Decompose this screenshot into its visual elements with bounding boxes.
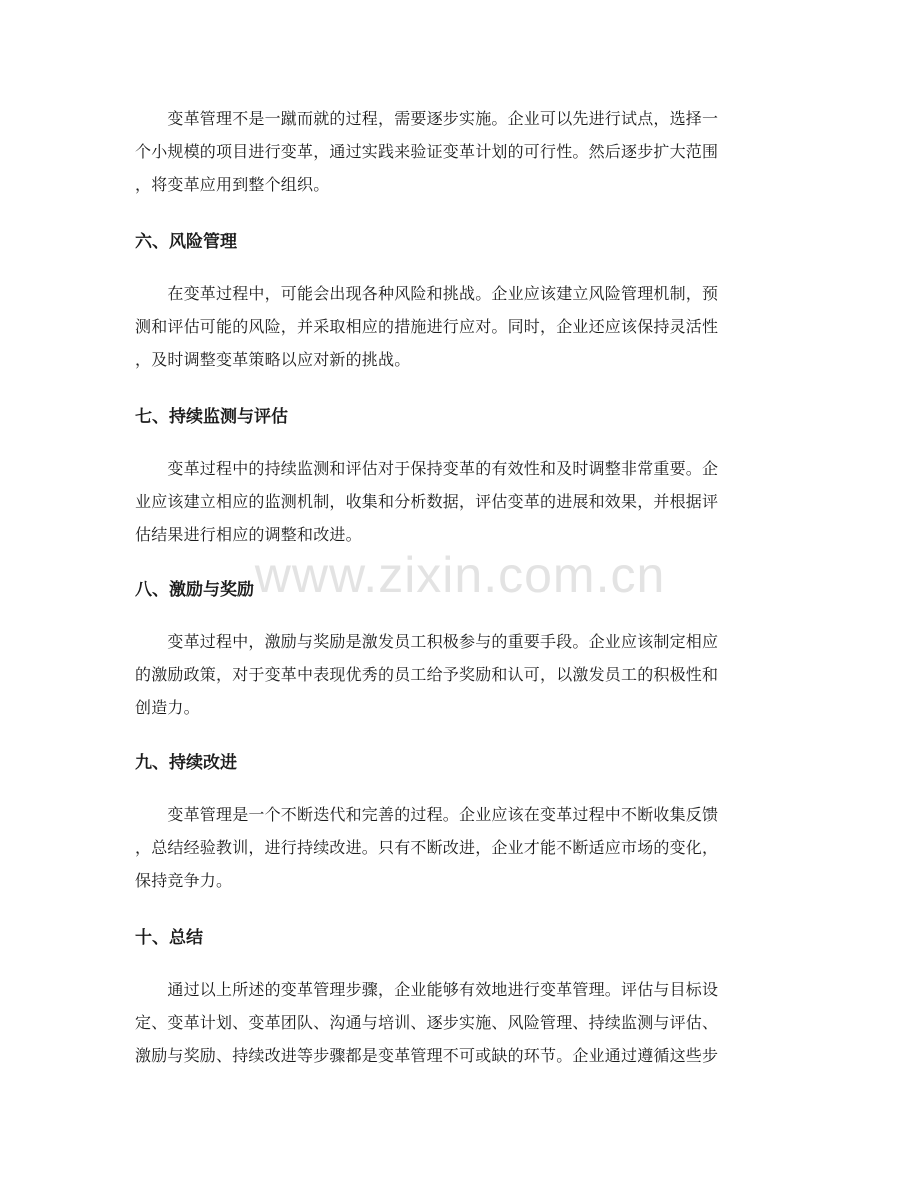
heading-incentives-rewards: 八、激励与奖励 (135, 580, 254, 600)
heading-continuous-improvement: 九、持续改进 (135, 753, 237, 773)
paragraph-monitoring-evaluation (135, 452, 795, 551)
paragraph-line: 定、变革计划、变革团队、沟通与培训、逐步实施、风险管理、持续监测与评估、 (135, 1013, 719, 1032)
paragraph-line: 个小规模的项目进行变革，通过实践来验证变革计划的可行性。然后逐步扩大范围 (135, 142, 719, 161)
heading-monitoring-evaluation: 七、持续监测与评估 (135, 407, 288, 427)
paragraph-risk-management (135, 277, 795, 376)
paragraph-line: 业应该建立相应的监测机制，收集和分析数据，评估变革的进展和效果，并根据评 (135, 492, 719, 511)
paragraph-line: 变革过程中的持续监测和评估对于保持变革的有效性和及时调整非常重要。企 (135, 459, 719, 478)
heading-risk-management: 六、风险管理 (135, 232, 237, 252)
paragraph-summary (135, 973, 795, 1072)
paragraph-line: 的激励政策，对于变革中表现优秀的员工给予奖励和认可，以激发员工的积极性和 (135, 665, 719, 684)
paragraph-continuous-improvement (135, 798, 795, 897)
heading-summary: 十、总结 (135, 928, 203, 948)
paragraph-line: 保持竞争力。 (135, 871, 233, 890)
paragraph-line: 变革管理不是一蹴而就的过程，需要逐步实施。企业可以先进行试点，选择一 (135, 109, 719, 128)
paragraph-line: 激励与奖励、持续改进等步骤都是变革管理不可或缺的环节。企业通过遵循这些步 (135, 1046, 719, 1065)
paragraph-line: 估结果进行相应的调整和改进。 (135, 525, 362, 544)
paragraph-gradual-implementation (135, 102, 795, 201)
paragraph-line: ，将变革应用到整个组织。 (135, 175, 330, 194)
paragraph-line: 在变革过程中，可能会出现各种风险和挑战。企业应该建立风险管理机制，预 (135, 284, 719, 303)
paragraph-line: ，总结经验教训，进行持续改进。只有不断改进，企业才能不断适应市场的变化， (135, 838, 719, 857)
watermark: www.zixin.com.cn (254, 547, 666, 603)
paragraph-line: 测和评估可能的风险，并采取相应的措施进行应对。同时，企业还应该保持灵活性 (135, 317, 719, 336)
paragraph-incentives-rewards (135, 625, 795, 724)
paragraph-line: ，及时调整变革策略以应对新的挑战。 (135, 350, 411, 369)
paragraph-line: 创造力。 (135, 698, 200, 717)
paragraph-line: 变革管理是一个不断迭代和完善的过程。企业应该在变革过程中不断收集反馈 (135, 805, 719, 824)
paragraph-line: 变革过程中，激励与奖励是激发员工积极参与的重要手段。企业应该制定相应 (135, 632, 719, 651)
paragraph-line: 通过以上所述的变革管理步骤，企业能够有效地进行变革管理。评估与目标设 (135, 980, 719, 999)
